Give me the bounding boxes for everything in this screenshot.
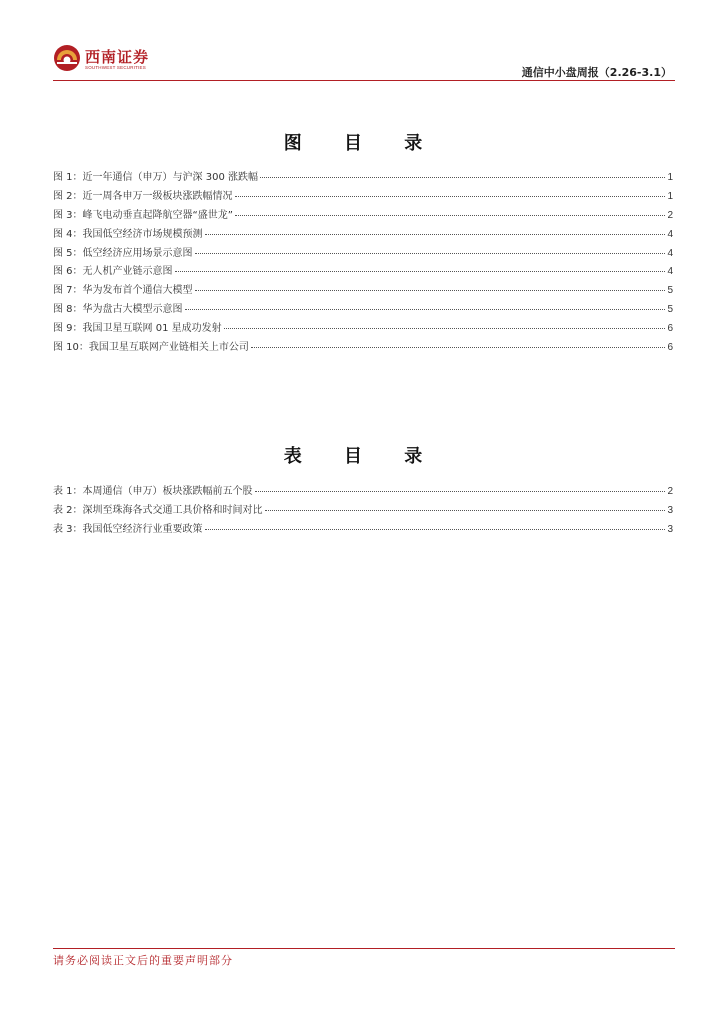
toc-entry[interactable]: [53, 225, 673, 244]
logo-emblem-icon: [53, 44, 81, 72]
toc-leader-dots: [195, 253, 666, 254]
toc-leader-dots: [175, 271, 666, 272]
toc-leader-dots: [265, 510, 666, 511]
toc-entry[interactable]: [53, 187, 673, 206]
toc-leader-dots: [205, 529, 666, 530]
toc-entry-page: 3: [667, 523, 673, 535]
toc-entry[interactable]: [53, 501, 673, 520]
toc-entry-label: 图 10：我国卫星互联网产业链相关上市公司: [53, 342, 249, 354]
toc-entry-label: 图 6：无人机产业链示意图: [53, 266, 173, 278]
toc-leader-dots: [235, 215, 666, 216]
toc-entry[interactable]: [53, 244, 673, 263]
toc-leader-dots: [185, 309, 666, 310]
toc-leader-dots: [235, 196, 666, 197]
toc-entry-page: 4: [667, 266, 673, 278]
toc-entry-label: 表 1：本周通信（申万）板块涨跌幅前五个股: [53, 486, 253, 497]
toc-entry[interactable]: [53, 168, 673, 187]
logo-chinese-name: 西南证券: [85, 48, 150, 66]
figures-toc-list: [53, 168, 673, 357]
toc-leader-dots: [255, 491, 666, 492]
toc-entry[interactable]: [53, 300, 673, 319]
figures-toc-title: 图 目 录: [283, 133, 441, 154]
toc-entry-label: 图 1：近一年通信（申万）与沪深 300 涨跌幅: [53, 172, 258, 183]
toc-leader-dots: [224, 328, 666, 329]
toc-entry-label: 图 2：近一周各申万一级板块涨跌幅情况: [53, 190, 233, 202]
toc-entry-page: 6: [667, 342, 673, 354]
toc-entry[interactable]: [53, 281, 673, 300]
toc-entry[interactable]: [53, 262, 673, 281]
toc-entry-page: 2: [667, 486, 673, 497]
page-header: [0, 0, 724, 84]
toc-entry-label: 图 7：华为发布首个通信大模型: [53, 285, 193, 297]
toc-entry-label: 图 9：我国卫星互联网 01 星成功发射: [53, 323, 222, 335]
toc-entry-label: 图 8：华为盘古大模型示意图: [53, 304, 183, 316]
tables-toc-title: 表 目 录: [283, 446, 441, 467]
toc-leader-dots: [205, 234, 666, 235]
toc-entry-label: 图 3：峰飞电动垂直起降航空器“盛世龙”: [53, 209, 233, 221]
footer-disclaimer: 请务必阅读正文后的重要声明部分: [53, 954, 233, 967]
toc-entry-page: 5: [667, 285, 673, 297]
toc-leader-dots: [260, 177, 665, 178]
toc-entry-page: 1: [667, 172, 673, 183]
toc-entry[interactable]: [53, 206, 673, 225]
footer-divider: [53, 948, 675, 949]
toc-entry-page: 4: [667, 247, 673, 259]
toc-entry-page: 2: [667, 209, 673, 221]
toc-entry-page: 5: [667, 304, 673, 316]
report-title: 通信中小盘周报（2.26-3.1）: [521, 66, 672, 79]
toc-entry[interactable]: [53, 482, 673, 501]
toc-entry-page: 3: [667, 504, 673, 516]
logo-english-name: SOUTHWEST SECURITIES: [85, 65, 146, 70]
tables-toc-list: [53, 482, 673, 539]
toc-entry-label: 表 2：深圳至珠海各式交通工具价格和时间对比: [53, 504, 263, 516]
toc-leader-dots: [251, 347, 666, 348]
header-divider: [53, 80, 675, 81]
toc-entry[interactable]: [53, 338, 673, 357]
toc-entry[interactable]: [53, 319, 673, 338]
toc-leader-dots: [195, 290, 666, 291]
toc-entry[interactable]: [53, 520, 673, 539]
company-logo: [53, 44, 153, 76]
toc-entry-page: 1: [667, 190, 673, 202]
toc-entry-page: 4: [667, 228, 673, 240]
toc-entry-page: 6: [667, 323, 673, 335]
toc-entry-label: 表 3：我国低空经济行业重要政策: [53, 523, 203, 535]
toc-entry-label: 图 5：低空经济应用场景示意图: [53, 247, 193, 259]
toc-entry-label: 图 4：我国低空经济市场规模预测: [53, 228, 203, 240]
